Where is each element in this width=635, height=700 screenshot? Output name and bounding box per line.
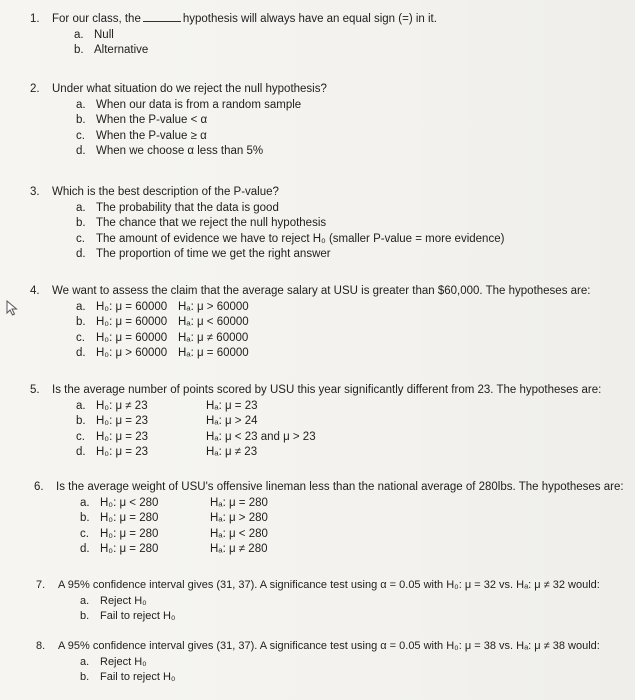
question-4 xyxy=(30,284,590,362)
alt-hypothesis: Hₐ: μ < 280 xyxy=(210,527,268,540)
question-stem xyxy=(30,10,437,28)
null-hypothesis: H₀: μ = 23 xyxy=(96,430,148,443)
null-hypothesis: H₀: μ = 60000 xyxy=(96,316,168,328)
option-d: d. H₀: μ > 60000 Hₐ: μ = 60000 xyxy=(30,346,590,362)
question-stem: 6. Is the average weight of USU's offensive lineman less than the national average of 280lbs. The hypotheses are: xyxy=(34,481,624,493)
alt-hypothesis: Hₐ: μ ≠ 60000 xyxy=(178,331,249,344)
option-c: c. When the P-value ≥ α xyxy=(76,129,207,142)
alt-hypothesis: Hₐ: μ ≠ 280 xyxy=(210,543,268,555)
option-d: d. H₀: μ = 23 Hₐ: μ ≠ 23 xyxy=(30,445,601,461)
option-d: d. When we choose α less than 5% xyxy=(76,145,264,157)
question-text-before: For our class, the xyxy=(52,13,141,25)
option-a: a. The probability that the data is good xyxy=(76,201,279,214)
question-6 xyxy=(34,480,624,558)
question-7 xyxy=(36,578,600,625)
option-d: d. H₀: μ = 280 Hₐ: μ ≠ 280 xyxy=(34,542,624,558)
null-hypothesis: H₀: μ = 60000 xyxy=(96,300,168,313)
option-b: b. H₀: μ = 280 Hₐ: μ > 280 xyxy=(34,511,624,527)
question-stem: 8. A 95% confidence interval gives (31, 37). A significance test using α = 0.05 with H₀: μ = 38 vs. Hₐ: μ ≠ 38 would: xyxy=(36,640,600,652)
option-b: b. The chance that we reject the null hypothesis xyxy=(76,217,327,229)
alt-hypothesis: Hₐ: μ > 24 xyxy=(206,415,258,427)
alt-hypothesis: Hₐ: μ = 60000 xyxy=(178,347,249,359)
null-hypothesis: H₀: μ = 280 xyxy=(100,543,159,555)
fill-in-blank xyxy=(143,10,181,22)
option-b: b. Fail to reject H₀ xyxy=(80,610,176,622)
null-hypothesis: H₀: μ < 280 xyxy=(100,496,159,509)
null-hypothesis: H₀: μ ≠ 23 xyxy=(96,399,148,412)
option-b: b. H₀: μ = 60000 Hₐ: μ < 60000 xyxy=(30,315,590,331)
alt-hypothesis: Hₐ: μ = 280 xyxy=(210,496,268,509)
alt-hypothesis: Hₐ: μ > 60000 xyxy=(178,300,249,313)
option-a: a. H₀: μ ≠ 23 Hₐ: μ = 23 xyxy=(30,399,601,415)
option-c: c. The amount of evidence we have to reject H₀ (smaller P-value = more evidence) xyxy=(76,232,505,245)
option-a: a. Reject H₀ xyxy=(80,594,147,607)
option-b: b. When the P-value < α xyxy=(76,114,208,126)
option-b: b. Fail to reject H₀ xyxy=(80,671,176,683)
question-stem: 7. A 95% confidence interval gives (31, 37). A significance test using α = 0.05 with H₀: μ = 32 vs. Hₐ: μ ≠ 32 would: xyxy=(36,579,600,591)
question-2 xyxy=(30,82,327,160)
alt-hypothesis: Hₐ: μ < 60000 xyxy=(178,316,249,328)
null-hypothesis: H₀: μ = 23 xyxy=(96,415,148,427)
option-a: a. H₀: μ = 60000 Hₐ: μ > 60000 xyxy=(30,300,590,316)
option-a: a. Reject H₀ xyxy=(80,655,147,668)
option-b: b. H₀: μ = 23 Hₐ: μ > 24 xyxy=(30,414,601,430)
option-c: c. H₀: μ = 60000 Hₐ: μ ≠ 60000 xyxy=(30,331,590,347)
option-b: b. Alternative xyxy=(74,44,149,56)
mouse-cursor-icon xyxy=(6,300,20,316)
alt-hypothesis: Hₐ: μ > 280 xyxy=(210,512,268,524)
question-8 xyxy=(36,639,600,686)
question-stem: 4. We want to assess the claim that the average salary at USU is greater than $60,000. The hypotheses are: xyxy=(30,285,591,297)
option-a: a. When our data is from a random sample xyxy=(76,98,302,111)
null-hypothesis: H₀: μ = 23 xyxy=(96,446,148,458)
option-d: d. The proportion of time we get the right answer xyxy=(76,248,331,260)
option-a: a. H₀: μ < 280 Hₐ: μ = 280 xyxy=(34,496,624,512)
alt-hypothesis: Hₐ: μ < 23 and μ > 23 xyxy=(206,430,316,443)
option-c: c. H₀: μ = 23 Hₐ: μ < 23 and μ > 23 xyxy=(30,430,601,446)
null-hypothesis: H₀: μ > 60000 xyxy=(96,347,168,359)
question-stem: 3. Which is the best description of the P-value? xyxy=(30,186,279,198)
question-number: 1. xyxy=(30,13,40,25)
question-stem: 2. Under what situation do we reject the null hypothesis? xyxy=(30,83,327,95)
null-hypothesis: H₀: μ = 60000 xyxy=(96,331,168,344)
alt-hypothesis: Hₐ: μ = 23 xyxy=(206,399,258,412)
alt-hypothesis: Hₐ: μ ≠ 23 xyxy=(206,446,258,458)
question-text-after: hypothesis will always have an equal sign (=) in it. xyxy=(182,13,437,25)
option-c: c. H₀: μ = 280 Hₐ: μ < 280 xyxy=(34,527,624,543)
option-a: a. Null xyxy=(74,28,114,41)
null-hypothesis: H₀: μ = 280 xyxy=(100,512,159,524)
question-1 xyxy=(30,10,437,59)
null-hypothesis: H₀: μ = 280 xyxy=(100,527,159,540)
question-stem: 5. Is the average number of points scored by USU this year significantly different from 23. The hypotheses are: xyxy=(30,384,602,396)
question-5 xyxy=(30,383,601,461)
question-3 xyxy=(30,185,504,263)
